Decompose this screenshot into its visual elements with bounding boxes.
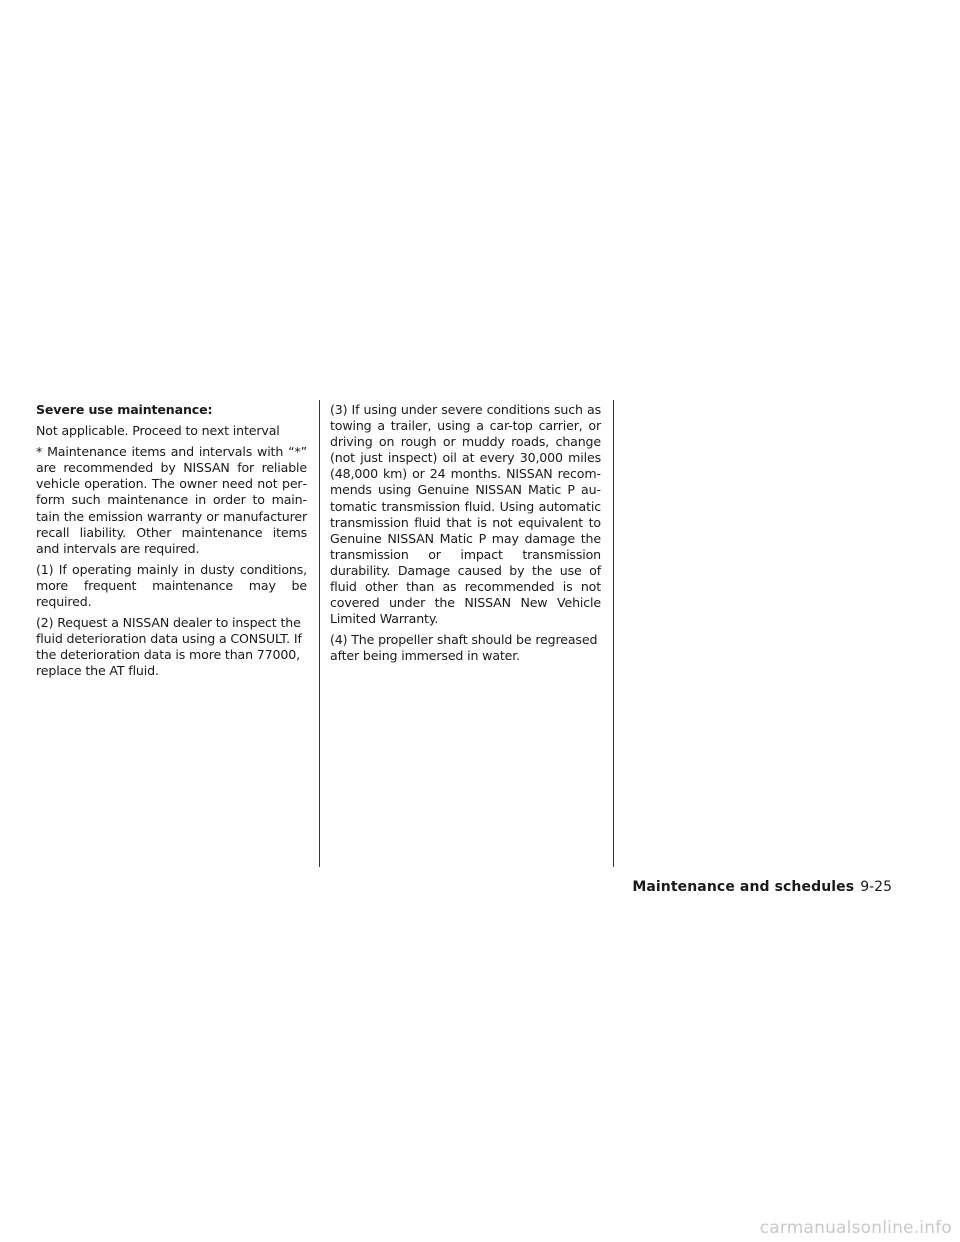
paragraph-note-1: (1) If operating mainly in dusty conditions, more frequent maintenance may be required. bbox=[36, 561, 307, 610]
column-divider-left bbox=[319, 400, 320, 867]
left-column bbox=[36, 402, 307, 685]
watermark: carmanualsonline.info bbox=[759, 1218, 952, 1238]
right-column bbox=[330, 402, 601, 670]
paragraph-note-2: (2) Request a NISSAN dealer to inspect the fluid deterioration data using a CONSULT. If the deterioration data is more than 77000, replace the AT fluid. bbox=[36, 615, 302, 679]
paragraph-note-4: (4) The propeller shaft should be regreased after being immersed in water. bbox=[330, 632, 598, 664]
paragraph-not-applicable: Not applicable. Proceed to next interval bbox=[36, 423, 280, 439]
footer-section-title: Maintenance and schedules bbox=[632, 879, 855, 895]
page-number: 9-25 bbox=[860, 879, 892, 895]
column-divider-right bbox=[613, 400, 614, 867]
page-footer bbox=[632, 878, 892, 896]
paragraph-note-3: (3) If using under severe conditions such as towing a trailer, using a car-top carrier, or driving on rough or muddy roads, change (not just inspect) oil at every 30,000 miles (48,000 km) or 24 months. NISSAN recommends using Genuine NISSAN Matic P automatic transmission fluid. Using automatic transmission fluid that is not equivalent to Genuine NISSAN Matic P may damage the transmission or impact transmission durability. Damage caused by the use of fluid other than as recommended is not covered under the NISSAN New Vehicle Limited Warranty. bbox=[330, 402, 601, 627]
paragraph-asterisk-note: * Maintenance items and intervals with “*” are recommended by NISSAN for reliable vehicle operation. The owner need not perform such maintenance in order to maintain the emission warranty or manufacturer recall liability. Other maintenance items and intervals are required. bbox=[36, 444, 307, 556]
section-heading: Severe use maintenance: bbox=[36, 402, 213, 417]
